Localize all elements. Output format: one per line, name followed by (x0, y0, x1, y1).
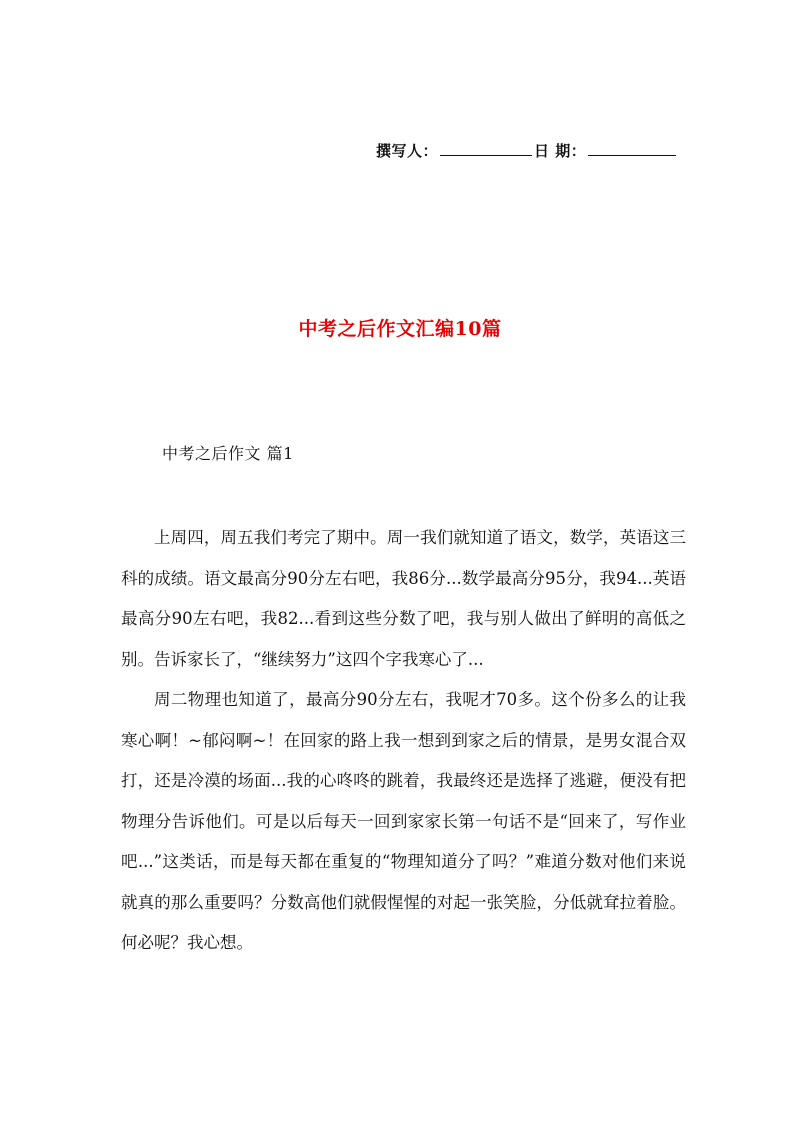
section-heading: 中考之后作文 篇1 (162, 444, 294, 463)
author-label: 撰写人： (376, 142, 439, 160)
author-blank (440, 141, 532, 156)
author-date-line (376, 140, 678, 161)
document-title: 中考之后作文汇编10篇 (298, 318, 502, 340)
article-body (121, 518, 686, 964)
paragraph: 上周四，周五我们考完了期中。周一我们就知道了语文，数学，英语这三科的成绩。语文最高分90分左右吧，我86分...数学最高分95分，我94...英语最高分90左右吧，我82...看到这些分数了吧，我与别人做出了鲜明的高低之别。告诉家长了，“继续努力”这四个字我寒心了... (121, 528, 686, 669)
paragraph: 周二物理也知道了，最高分90分左右，我呢才70多。这个份多么的让我寒心啊！~郁闷啊~！在回家的路上我一想到到家之后的情景，是男女混合双打，还是冷漠的场面...我的心咚咚的跳着，我最终还是选择了逃避，便没有把物理分告诉他们。可是以后每天一回到家家长第一句话不是“回来了，写作业吧...”这类话，而是每天都在重复的“物理知道分了吗？”难道分数对他们来说就真的那么重要吗？分数高他们就假惺惺的对起一张笑脸，分低就耷拉着脸。何必呢？我心想。 (121, 690, 686, 952)
date-blank (588, 141, 676, 156)
date-label: 日 期： (534, 142, 587, 160)
